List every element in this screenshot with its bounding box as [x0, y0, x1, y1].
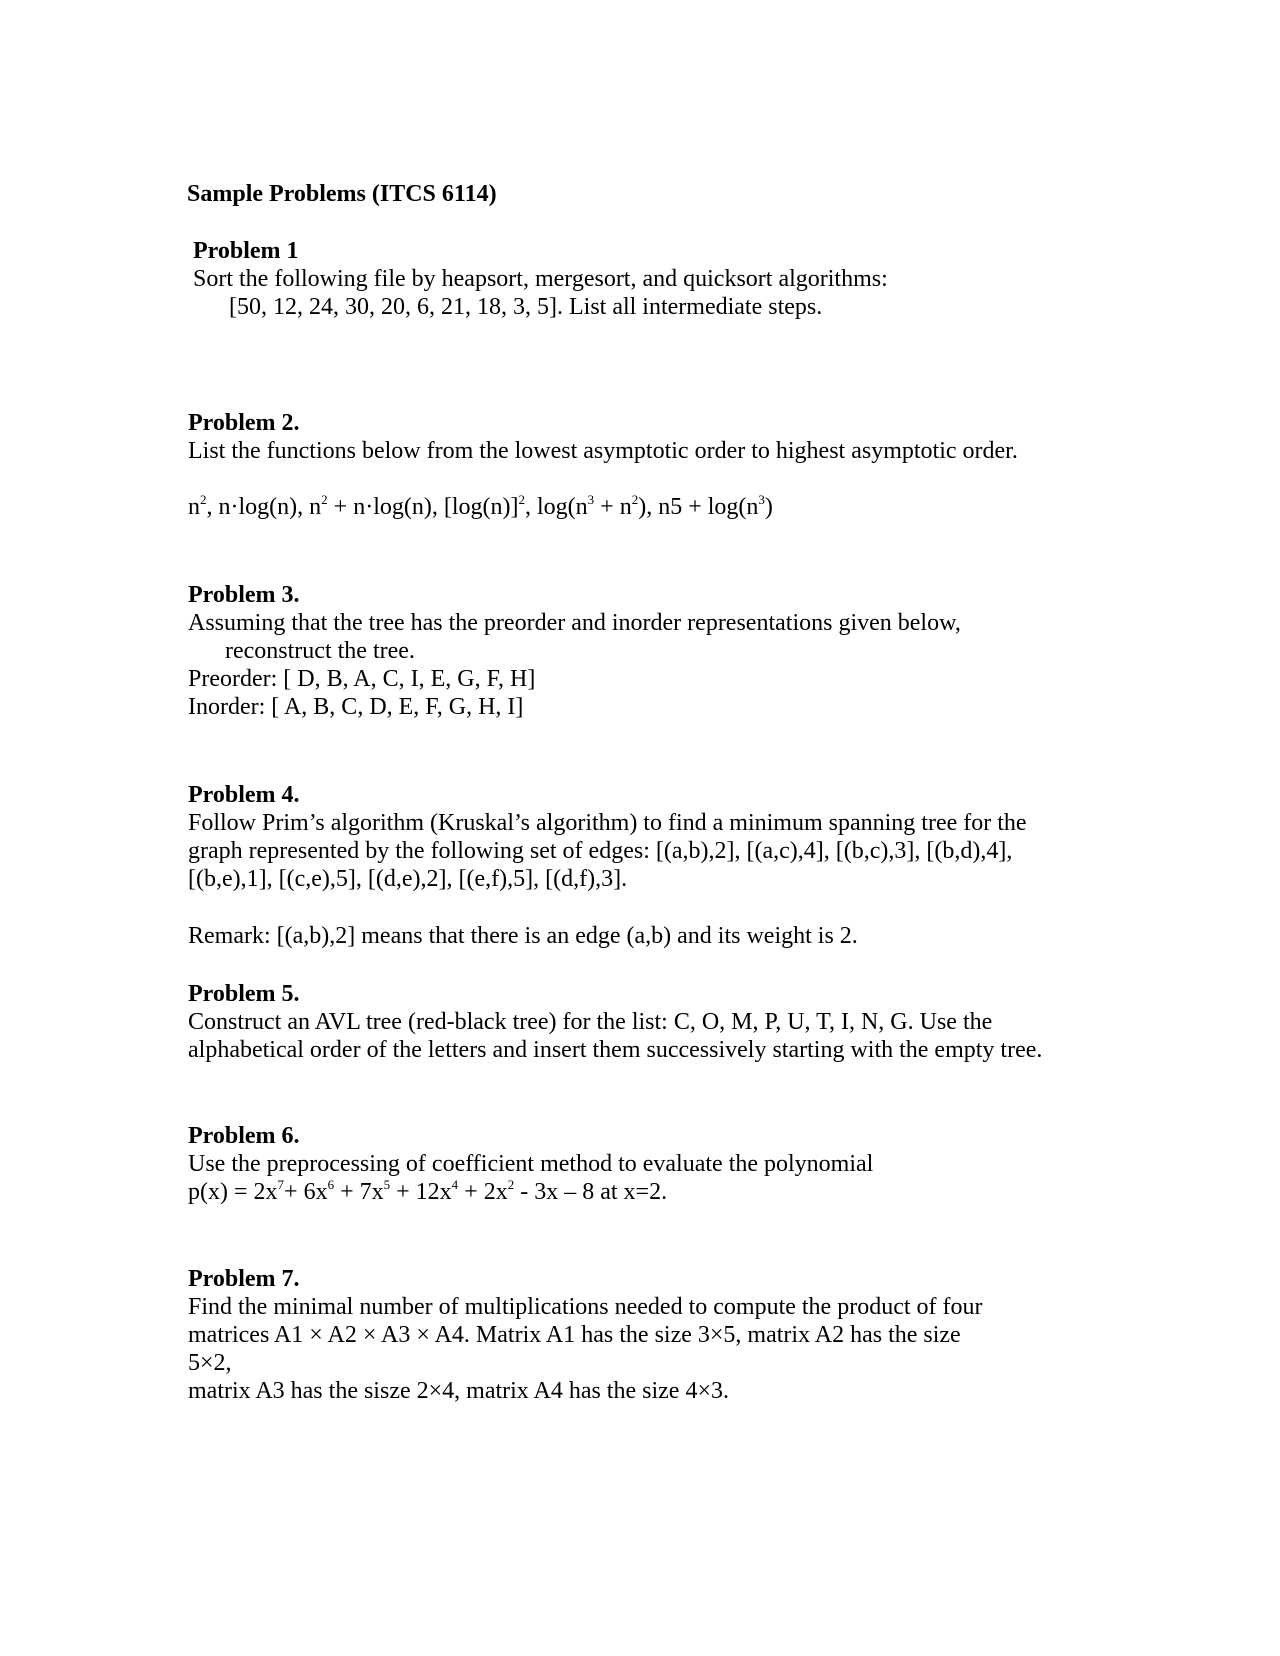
problem-3-inorder: Inorder: [ A, B, C, D, E, F, G, H, I] — [188, 694, 524, 720]
problem-7-heading: Problem 7. — [188, 1266, 300, 1292]
problem-2-functions: $n^2$, n·log(n), $n^2 + n\cdot\log(n)$, $[\log(n)]^2$, $\log(n^3 + n^2)$, $n5 + \log(n^3)$ — [188, 492, 773, 520]
problem-4-remark: Remark: [(a,b),2] means that there is an edge (a,b) and its weight is 2. — [188, 923, 858, 949]
problem-7-text: 5×2, — [188, 1350, 232, 1376]
problem-4-text: [(b,e),1], [(c,e),5], [(d,e),2], [(e,f),5], [(d,f),3]. — [188, 866, 628, 892]
problem-3-heading: Problem 3. — [188, 582, 300, 608]
document-title: Sample Problems (ITCS 6114) — [187, 181, 497, 207]
problem-4-text: Follow Prim’s algorithm (Kruskal’s algorithm) to find a minimum spanning tree for the — [188, 810, 1027, 836]
problem-7-text: Find the minimal number of multiplications needed to compute the product of four — [188, 1294, 983, 1320]
problem-2-heading: Problem 2. — [188, 410, 300, 436]
problem-1-heading: Problem 1 — [193, 238, 299, 264]
problem-4-heading: Problem 4. — [188, 782, 300, 808]
problem-7-text: matrices A1 × A2 × A3 × A4. Matrix A1 has the size 3×5, matrix A2 has the size — [188, 1322, 961, 1348]
problem-3-text: reconstruct the tree. — [225, 638, 415, 664]
problem-6-text: Use the preprocessing of coefficient method to evaluate the polynomial — [188, 1151, 874, 1177]
problem-6-heading: Problem 6. — [188, 1123, 300, 1149]
problem-7-text: matrix A3 has the sisze 2×4, matrix A4 has the size 4×3. — [188, 1378, 729, 1404]
problem-4-text: graph represented by the following set of edges: [(a,b),2], [(a,c),4], [(b,c),3], [(b,d),4], — [188, 838, 1013, 864]
problem-6-polynomial: $p(x) = 2x^7+ 6x^6 + 7x^5 + 12x^4 + 2x^2 - 3x - 8$ at x=2. — [188, 1177, 668, 1205]
problem-5-text: Construct an AVL tree (red-black tree) for the list: C, O, M, P, U, T, I, N, G. Use the — [188, 1009, 993, 1035]
problem-2-text: List the functions below from the lowest asymptotic order to highest asymptotic order. — [188, 438, 1018, 464]
problem-3-preorder: Preorder: [ D, B, A, C, I, E, G, F, H] — [188, 666, 536, 692]
problem-3-text: Assuming that the tree has the preorder and inorder representations given below, — [188, 610, 961, 636]
problem-1-text: [50, 12, 24, 30, 20, 6, 21, 18, 3, 5]. List all intermediate steps. — [229, 294, 823, 320]
problem-5-text: alphabetical order of the letters and insert them successively starting with the empty tree. — [188, 1037, 1043, 1063]
problem-1-text: Sort the following file by heapsort, mergesort, and quicksort algorithms: — [193, 266, 888, 292]
problem-5-heading: Problem 5. — [188, 981, 300, 1007]
